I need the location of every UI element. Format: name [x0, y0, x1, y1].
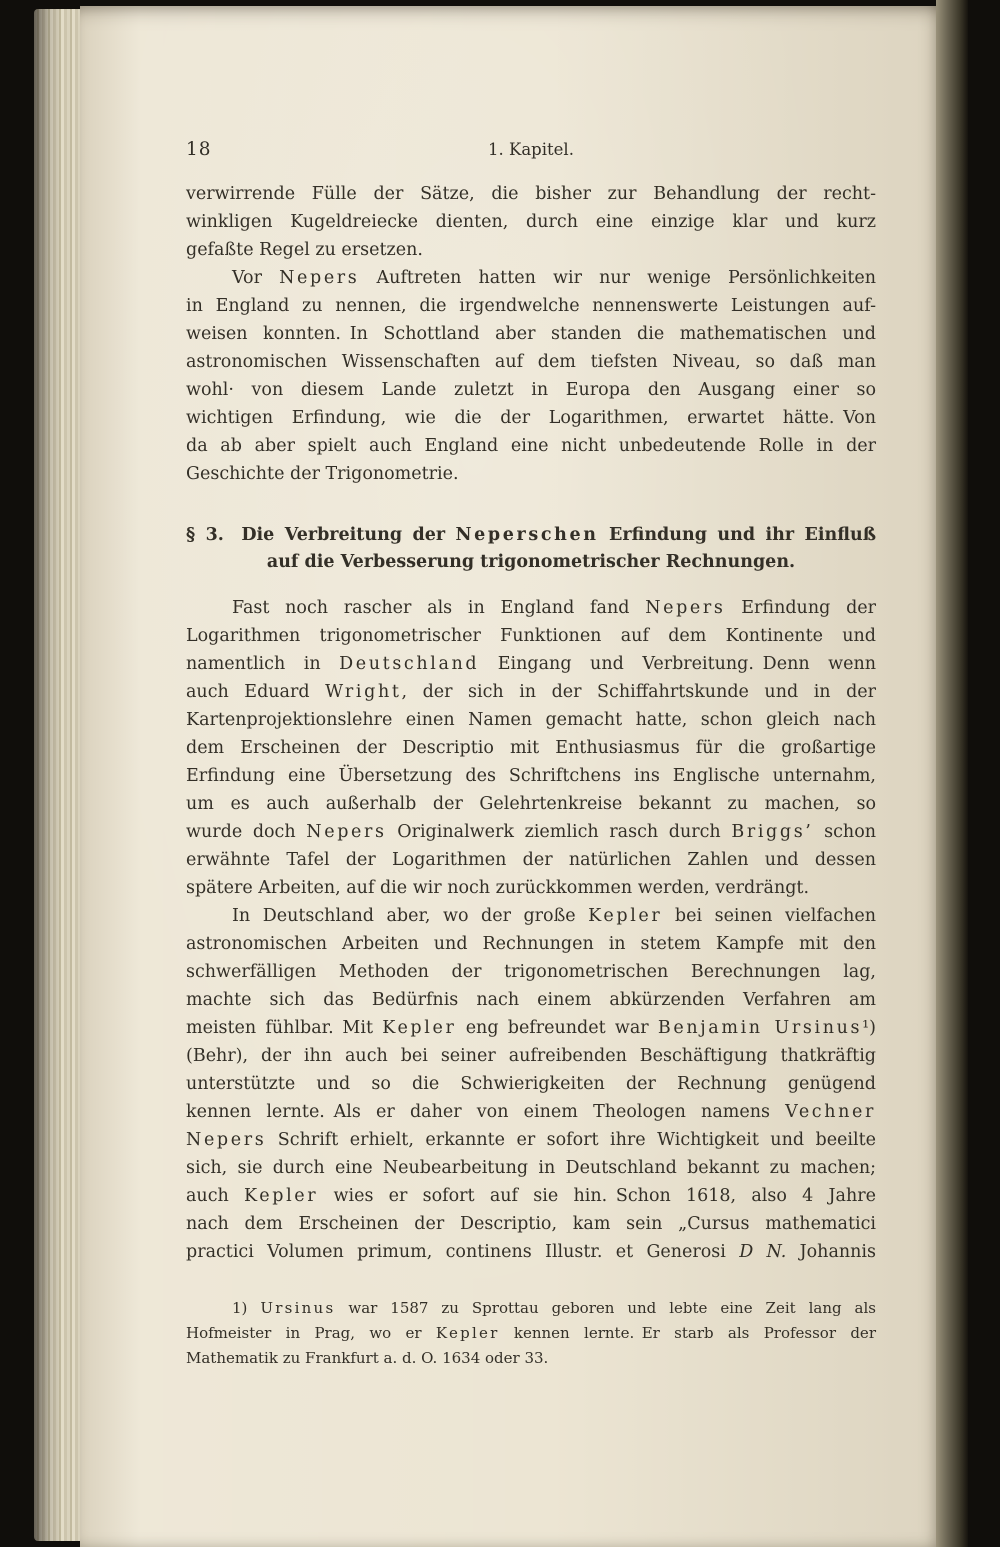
- emphasized-name: Nepers: [186, 1130, 267, 1150]
- text-segment: war 1587 zu Sprottau geboren und lebte eine Zeit lang als: [335, 1299, 876, 1317]
- text-line: [186, 264, 876, 292]
- text-segment: wohl· von diesem Lande zuletzt in Europa den Ausgang einer so: [186, 380, 876, 400]
- text-line: [186, 1154, 876, 1182]
- text-line: [186, 1182, 876, 1210]
- emphasized-name: Wright: [325, 682, 402, 702]
- text-segment: § 3. Die Verbreitung der: [186, 525, 456, 545]
- text-segment: Logarithmen trigonometrischer Funktionen auf dem Kontinente und: [186, 626, 876, 646]
- text-segment: verwirrende Fülle der Sätze, die bisher zur Behandlung der recht-: [186, 184, 876, 204]
- text-segment: wurde doch: [186, 822, 307, 842]
- text-segment: Erfindung und ihr Einfluß: [598, 525, 876, 545]
- text-segment: schwerfälligen Methoden der trigonometrischen Berechnungen lag,: [186, 962, 876, 982]
- text-segment: winkligen Kugeldreiecke dienten, durch eine einzige klar und kurz: [186, 212, 876, 232]
- text-column: [186, 6, 876, 1371]
- text-segment: auf die Verbesserung trigonometrischer Rechnungen.: [266, 552, 796, 572]
- text-line: [186, 762, 876, 790]
- text-segment: In Deutschland aber, wo der große: [232, 906, 589, 926]
- text-segment: eng befreundet war: [456, 1018, 658, 1038]
- section-heading: [186, 522, 876, 576]
- paragraph: [186, 264, 876, 488]
- text-line: [186, 986, 876, 1014]
- text-segment: kennen lernte. Als er daher von einem Theologen namens: [186, 1102, 786, 1122]
- text-segment: auch: [186, 1186, 245, 1206]
- text-line: [186, 622, 876, 650]
- text-line: [186, 958, 876, 986]
- emphasized-name: Kepler: [588, 906, 663, 926]
- text-line: [186, 376, 876, 404]
- text-segment: Vor: [232, 268, 280, 288]
- page-number: 18: [186, 139, 212, 160]
- emphasized-name: Kepler: [244, 1186, 319, 1206]
- text-line: [186, 522, 876, 549]
- text-line: [186, 1210, 876, 1238]
- text-line: [186, 208, 876, 236]
- text-line: [186, 594, 876, 622]
- text-line: [186, 1238, 876, 1266]
- text-segment: um es auch außerhalb der Gelehrtenkreise bekannt zu machen, so: [186, 794, 876, 814]
- text-line: [186, 1296, 876, 1321]
- paragraph: [186, 180, 876, 264]
- emphasized-name: Kepler: [382, 1018, 457, 1038]
- text-segment: schon: [813, 822, 877, 842]
- text-segment: sich, sie durch eine Neubearbeitung in Deutschland bekannt zu machen;: [186, 1158, 876, 1178]
- text-line: [186, 818, 876, 846]
- text-segment: Erfindung der: [725, 598, 876, 618]
- text-segment: Johannis: [786, 1242, 876, 1262]
- emphasized-name: Neperschen: [455, 525, 599, 545]
- text-line: [186, 678, 876, 706]
- text-segment: Eingang und Verbreitung. Denn wenn: [479, 654, 877, 674]
- text-segment: spätere Arbeiten, auf die wir noch zurückkommen werden, verdrängt.: [186, 878, 810, 898]
- text-blocks: [186, 180, 876, 1371]
- text-line: [186, 460, 876, 488]
- text-segment: weisen konnten. In Schottland aber standen die mathematischen und: [186, 324, 876, 344]
- text-segment: in England zu nennen, die irgendwelche nennenswerte Leistungen auf-: [186, 296, 876, 316]
- text-segment: kennen lernte. Er starb als Professor der: [499, 1324, 876, 1342]
- text-line: [186, 236, 876, 264]
- text-segment: (Behr), der ihn auch bei seiner aufreibenden Beschäftigung thatkräftig: [186, 1046, 876, 1066]
- text-line: [186, 292, 876, 320]
- emphasized-name: Nepers: [645, 598, 726, 618]
- emphasized-name: Briggs’: [731, 822, 814, 842]
- text-segment: D N.: [739, 1242, 787, 1262]
- paragraph: [186, 902, 876, 1266]
- stacked-page-edges: [34, 9, 80, 1541]
- text-segment: nach dem Erscheinen der Descriptio, kam sein „Cursus mathematici: [186, 1214, 876, 1234]
- text-line: [186, 1042, 876, 1070]
- text-line: [186, 1014, 876, 1042]
- text-line: [186, 348, 876, 376]
- text-line: [186, 846, 876, 874]
- emphasized-name: Ursinus: [260, 1299, 336, 1317]
- text-line: [186, 930, 876, 958]
- text-segment: da ab aber spielt auch England eine nicht unbedeutende Rolle in der: [186, 436, 876, 456]
- text-segment: unterstützte und so die Schwierigkeiten der Rechnung genügend: [186, 1074, 876, 1094]
- emphasized-name: Nepers: [279, 268, 360, 288]
- text-segment: astronomischen Wissenschaften auf dem tiefsten Niveau, so daß man: [186, 352, 876, 372]
- text-line: [186, 734, 876, 762]
- text-line: [186, 1126, 876, 1154]
- text-line: [186, 432, 876, 460]
- text-segment: Auftreten hatten wir nur wenige Persönlichkeiten: [359, 268, 876, 288]
- text-segment: machte sich das Bedürfnis nach einem abkürzenden Verfahren am: [186, 990, 876, 1010]
- text-segment: auch Eduard: [186, 682, 326, 702]
- text-segment: Erfindung eine Übersetzung des Schriftchens ins Englische unternahm,: [186, 766, 876, 786]
- text-segment: Mathematik zu Frankfurt a. d. O. 1634 oder 33.: [186, 1349, 549, 1367]
- emphasized-name: Vechner: [785, 1102, 876, 1122]
- book-page: [80, 6, 936, 1547]
- text-segment: wichtigen Erfindung, wie die der Logarithmen, erwartet hätte. Von: [186, 408, 876, 428]
- text-line: [186, 1321, 876, 1346]
- text-segment: wies er sofort auf sie hin. Schon 1618, also 4 Jahre: [318, 1186, 876, 1206]
- text-segment: Schrift erhielt, erkannte er sofort ihre Wichtigkeit und beeilte: [266, 1130, 876, 1150]
- emphasized-name: Kepler: [435, 1324, 500, 1342]
- text-line: [186, 1098, 876, 1126]
- text-line: [186, 1070, 876, 1098]
- text-segment: astronomischen Arbeiten und Rechnungen in stetem Kampfe mit den: [186, 934, 876, 954]
- text-line: [186, 404, 876, 432]
- footnote: [186, 1296, 876, 1371]
- running-header: 1. Kapitel.: [488, 140, 574, 159]
- text-segment: Hofmeister in Prag, wo er: [186, 1324, 436, 1342]
- text-line: [186, 549, 876, 576]
- text-line: [186, 790, 876, 818]
- text-segment: practici Volumen primum, continens Illustr. et Generosi: [186, 1242, 740, 1262]
- text-line: [186, 320, 876, 348]
- text-line: [186, 706, 876, 734]
- text-line: [186, 874, 876, 902]
- text-segment: namentlich in: [186, 654, 340, 674]
- emphasized-name: Nepers: [306, 822, 387, 842]
- text-line: [186, 1346, 876, 1371]
- text-segment: Originalwerk ziemlich rasch durch: [386, 822, 732, 842]
- text-segment: meisten fühlbar. Mit: [186, 1018, 383, 1038]
- emphasized-name: Deutschland: [339, 654, 480, 674]
- text-segment: Fast noch rascher als in England fand: [232, 598, 646, 618]
- emphasized-name: Benjamin Ursinus: [657, 1018, 863, 1038]
- paragraph: [186, 594, 876, 902]
- text-segment: gefaßte Regel zu ersetzen.: [186, 240, 423, 260]
- text-line: [186, 902, 876, 930]
- text-segment: Kartenprojektionslehre einen Namen gemacht hatte, schon gleich nach: [186, 710, 876, 730]
- text-segment: bei seinen vielfachen: [662, 906, 876, 926]
- text-line: [186, 650, 876, 678]
- text-segment: erwähnte Tafel der Logarithmen der natürlichen Zahlen und dessen: [186, 850, 876, 870]
- text-segment: dem Erscheinen der Descriptio mit Enthusiasmus für die großartige: [186, 738, 876, 758]
- right-page-edge: [936, 0, 968, 1547]
- text-segment: 1): [232, 1299, 261, 1317]
- text-segment: ¹): [862, 1018, 876, 1038]
- text-line: [186, 180, 876, 208]
- text-segment: , der sich in der Schiffahrtskunde und in der: [401, 682, 877, 702]
- page-header: [186, 136, 876, 164]
- text-segment: Geschichte der Trigonometrie.: [186, 464, 459, 484]
